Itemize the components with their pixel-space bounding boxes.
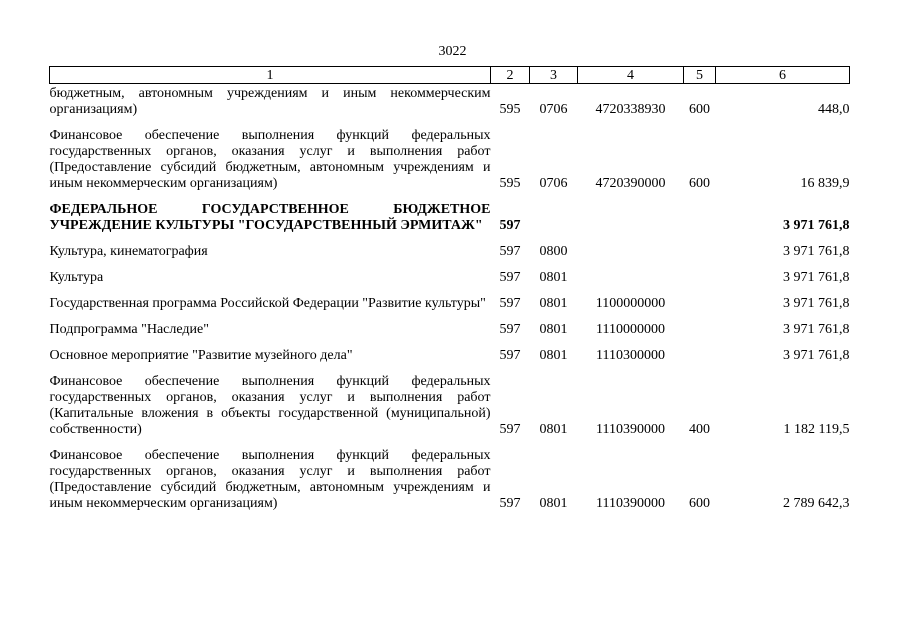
- row-target: 1110390000: [596, 496, 665, 511]
- row-grbs: 595: [499, 176, 521, 191]
- table-row: [50, 312, 850, 338]
- row-grbs: 597: [499, 270, 521, 285]
- row-amount: 3 971 761,8: [783, 322, 850, 337]
- row-section: 0801: [539, 422, 568, 437]
- column-header-1: 1: [50, 67, 491, 84]
- row-grbs: 597: [499, 322, 521, 337]
- row-grbs: 595: [499, 102, 521, 117]
- table-row: [50, 84, 850, 119]
- row-target: 1110000000: [596, 322, 665, 337]
- row-vr: [684, 260, 716, 286]
- row-amount: 2 789 642,3: [783, 496, 850, 511]
- header-row: [50, 67, 850, 84]
- row-amount: 448,0: [818, 102, 850, 117]
- row-amount: 16 839,9: [800, 176, 850, 191]
- table-row: [50, 338, 850, 364]
- row-name: бюджетным, автономным учреждениям и иным некоммерческим организациям): [49, 86, 491, 117]
- page-number: 3022: [438, 44, 467, 59]
- row-name: ФЕДЕРАЛЬНОЕ ГОСУДАРСТВЕННОЕ БЮДЖЕТНОЕ УЧРЕЖДЕНИЕ КУЛЬТУРЫ "ГОСУДАРСТВЕННЫЙ ЭРМИТАЖ": [49, 202, 491, 233]
- row-grbs: 597: [499, 244, 521, 259]
- row-amount: 3 971 761,8: [783, 348, 850, 363]
- table-header: [50, 67, 850, 84]
- row-target: [578, 260, 684, 286]
- row-name: Подпрограмма "Наследие": [49, 322, 209, 337]
- row-section: 0801: [539, 270, 568, 285]
- row-vr: 600: [689, 176, 710, 191]
- column-header-5: 5: [684, 67, 716, 84]
- row-target: 1100000000: [595, 296, 666, 311]
- row-grbs: 597: [499, 496, 521, 511]
- column-header-3: 3: [530, 67, 578, 84]
- table-body: [50, 84, 850, 513]
- table-row-institution: [50, 192, 850, 234]
- row-target: 1110390000: [596, 422, 665, 437]
- row-section: [530, 192, 578, 234]
- row-name: Финансовое обеспечение выполнения функций федеральных государственных органов, оказания услуг и выполнения работ (Предоставление субсидий бюджетным, автономным учреждениям и иным некоммерческим организациям): [49, 128, 491, 191]
- row-target: [578, 234, 684, 260]
- row-grbs: 597: [499, 218, 521, 233]
- table-row: [50, 234, 850, 260]
- row-name: Государственная программа Российской Федерации "Развитие культуры": [49, 296, 486, 311]
- row-section: 0801: [539, 296, 568, 311]
- row-target: 4720338930: [595, 102, 666, 117]
- row-target: 4720390000: [595, 176, 666, 191]
- row-amount: 3 971 761,8: [783, 218, 850, 233]
- row-section: 0706: [539, 102, 568, 117]
- row-amount: 3 971 761,8: [783, 270, 850, 285]
- row-section: 0801: [539, 322, 568, 337]
- table-row: [50, 438, 850, 512]
- row-section: 0800: [539, 244, 568, 259]
- row-target: 1110300000: [596, 348, 665, 363]
- row-grbs: 597: [499, 296, 521, 311]
- row-section: 0801: [539, 348, 568, 363]
- row-name: Финансовое обеспечение выполнения функций федеральных государственных органов, оказания услуг и выполнения работ (Предоставление субсидий бюджетным, автономным учреждениям и иным некоммерческим организациям): [49, 448, 491, 511]
- row-name: Культура: [49, 270, 104, 285]
- table-row: [50, 260, 850, 286]
- row-vr: [684, 192, 716, 234]
- table-row: [50, 286, 850, 312]
- row-section: 0706: [539, 176, 568, 191]
- column-header-4: 4: [578, 67, 684, 84]
- row-name: Культура, кинематография: [49, 244, 208, 259]
- row-target: [578, 192, 684, 234]
- column-header-6: 6: [716, 67, 850, 84]
- row-vr: 600: [689, 102, 710, 117]
- row-name: Основное мероприятие "Развитие музейного дела": [49, 348, 353, 363]
- row-vr: [684, 338, 716, 364]
- row-section: 0801: [539, 496, 568, 511]
- row-vr: [684, 312, 716, 338]
- row-vr: [684, 234, 716, 260]
- row-name: Финансовое обеспечение выполнения функций федеральных государственных органов, оказания услуг и выполнения работ (Капитальные вложения в объекты государственной (муниципальной) собственности): [49, 374, 491, 437]
- table-row: [50, 364, 850, 438]
- row-grbs: 597: [499, 348, 521, 363]
- row-vr: 600: [689, 496, 710, 511]
- column-header-2: 2: [491, 67, 530, 84]
- row-amount: 3 971 761,8: [783, 244, 850, 259]
- row-vr: [684, 286, 716, 312]
- table-row: [50, 118, 850, 192]
- row-amount: 3 971 761,8: [783, 296, 850, 311]
- row-vr: 400: [689, 422, 710, 437]
- budget-table: [49, 66, 850, 512]
- row-amount: 1 182 119,5: [783, 422, 850, 437]
- row-grbs: 597: [499, 422, 521, 437]
